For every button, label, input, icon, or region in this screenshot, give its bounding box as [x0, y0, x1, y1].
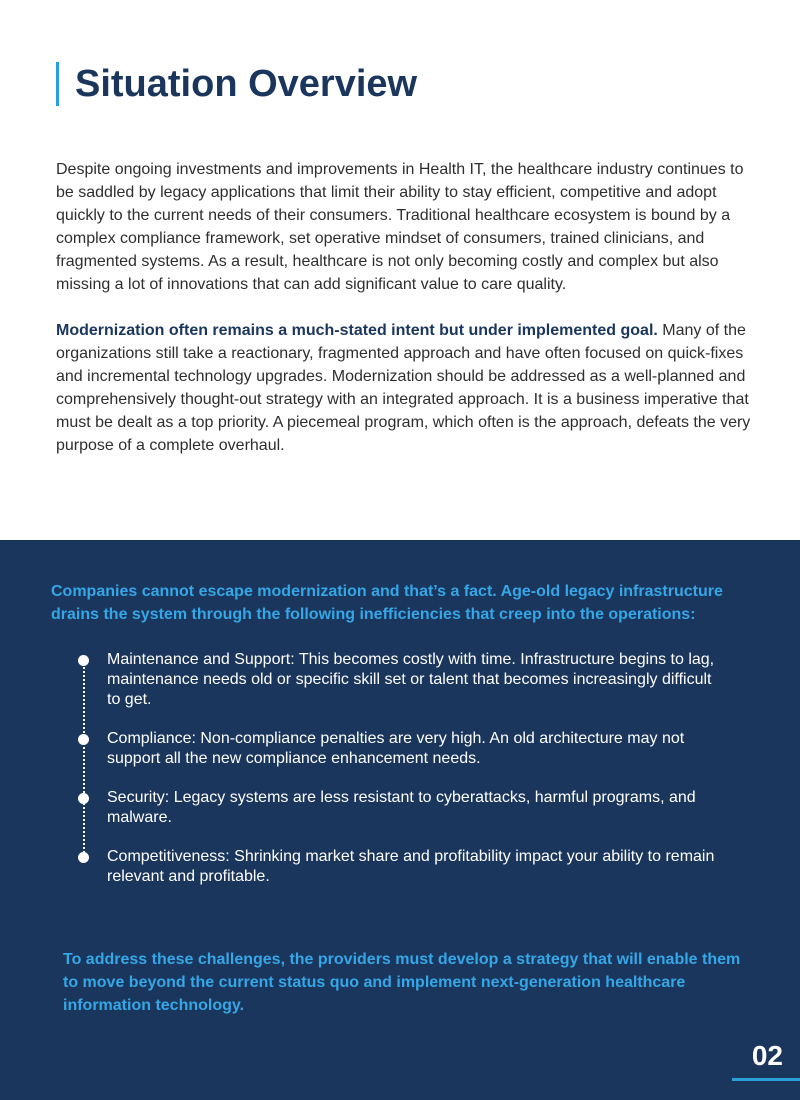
- bullet-dot-icon: [78, 852, 89, 863]
- intro-paragraph-2-rest: Many of the organizations still take a reactionary, fragmented approach and have often focused on quick-fixes and incremental technology upgrades. Modernization should be addressed as a well-planned and comprehensively thought-out strategy with an integrated approach. It is a business imperative that must be dealt as a top priority. A piecemeal program, which often is the approach, defeats the very purpose of a complete overhaul.: [56, 322, 751, 454]
- bullet-text: Maintenance and Support: This becomes costly with time. Infrastructure begins to lag, maintenance needs old or specific skill set or talent that becomes increasingly difficult to get.: [107, 651, 715, 708]
- bullet-dot-icon: [78, 793, 89, 804]
- title-accent-bar: [56, 62, 59, 106]
- bullet-maintenance: [78, 650, 728, 710]
- intro-paragraph-2: [56, 319, 752, 457]
- title-block: [56, 62, 417, 106]
- bullet-dot-icon: [78, 655, 89, 666]
- intro-paragraph-2-bold: Modernization often remains a much-stated intent but under implemented goal.: [56, 322, 658, 339]
- bullet-text: Compliance: Non-compliance penalties are very high. An old architecture may not support all the new compliance enhancement needs.: [107, 730, 685, 767]
- page-number-underline: [732, 1078, 800, 1081]
- inefficiencies-panel: [0, 540, 800, 1100]
- page-title: Situation Overview: [75, 63, 418, 105]
- intro-section: [56, 158, 752, 480]
- panel-lead-text: Companies cannot escape modernization and that’s a fact. Age-old legacy infrastructure drains the system through the following inefficiencies that creep into the operations:: [51, 583, 723, 623]
- bullet-compliance: [78, 729, 728, 769]
- bullet-list: [78, 650, 728, 906]
- bullet-security: [78, 788, 728, 828]
- panel-closing-text: To address these challenges, the providers must develop a strategy that will enable them to move beyond the current status quo and implement next-generation healthcare information technology.: [63, 951, 741, 1014]
- page-number: 02: [751, 1040, 783, 1071]
- intro-paragraph-1: Despite ongoing investments and improvements in Health IT, the healthcare industry continues to be saddled by legacy applications that limit their ability to stay efficient, competitive and adopt quickly to the current needs of their consumers. Traditional healthcare ecosystem is bound by a complex compliance framework, set operative mindset of consumers, trained clinicians, and fragmented systems. As a result, healthcare is not only becoming costly and complex but also missing a lot of innovations that can add significant value to care quality.: [56, 161, 744, 293]
- bullet-text: Competitiveness: Shrinking market share and profitability impact your ability to remain relevant and profitable.: [107, 848, 715, 885]
- bullet-competitiveness: [78, 847, 728, 887]
- bullet-dot-icon: [78, 734, 89, 745]
- bullet-text: Security: Legacy systems are less resistant to cyberattacks, harmful programs, and malware.: [107, 789, 696, 826]
